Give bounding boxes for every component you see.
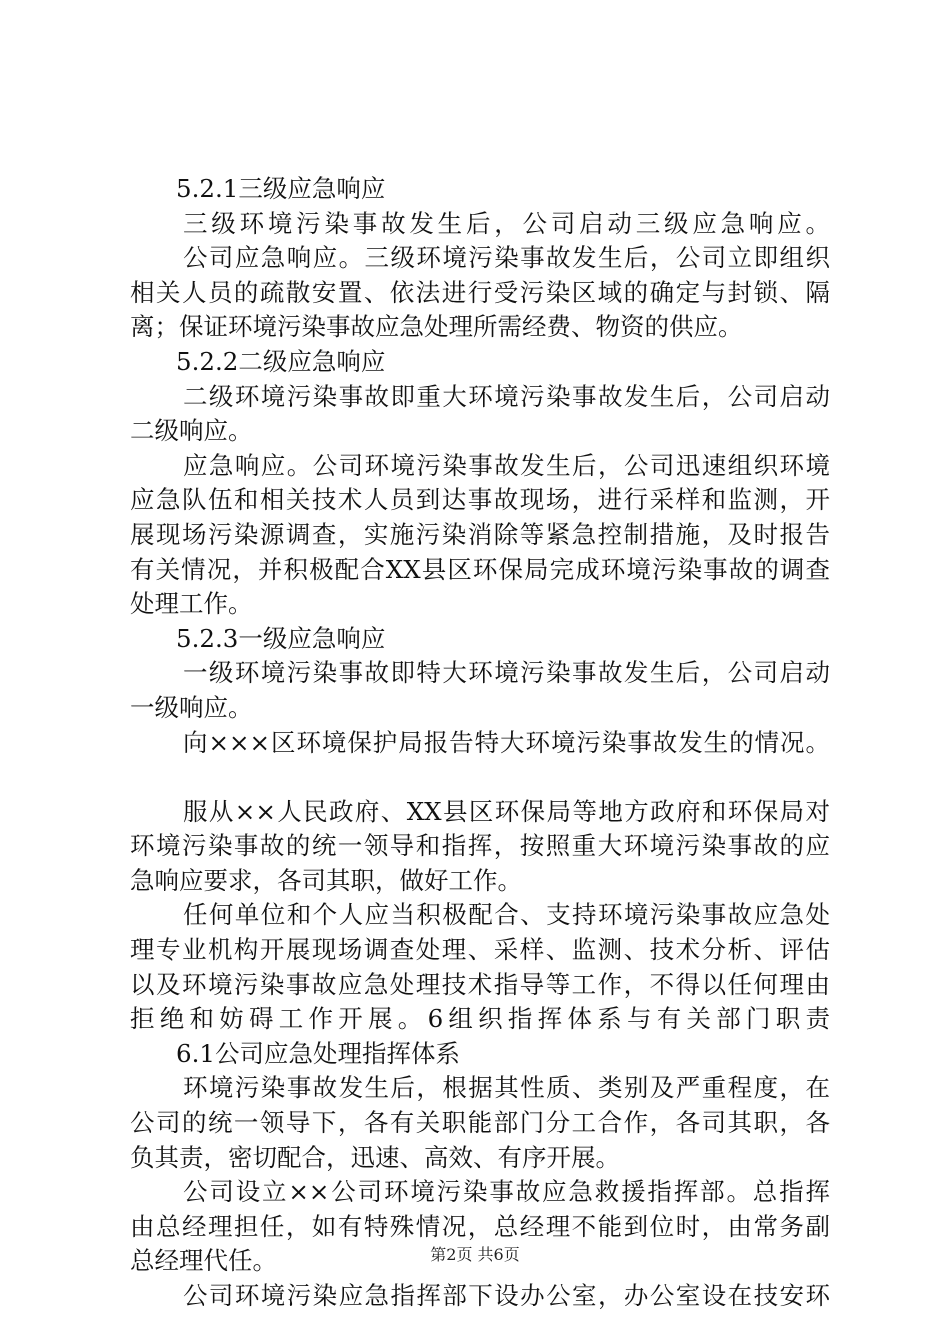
document-body (130, 172, 830, 1314)
text-line: 急响应要求，各司其职，做好工作。 (130, 865, 522, 895)
text-line: 二级环境污染事故即重大环境污染事故发生后，公司启动 (183, 381, 830, 411)
text-line: 理专业机构开展现场调查处理、采样、监测、技术分析、评估 (130, 935, 830, 965)
section-heading: 5.2.1三级应急响应 (176, 174, 386, 203)
text-line: 任何单位和个人应当积极配合、支持环境污染事故应急处 (183, 900, 830, 930)
text-line: 公司环境污染应急指挥部下设办公室，办公室设在技安环 (183, 1281, 830, 1310)
section-heading: 6.1公司应急处理指挥体系 (176, 1038, 460, 1068)
text-line: 三级环境污染事故发生后，公司启动三级应急响应。 (183, 208, 830, 238)
section-heading: 5.2.2二级应急响应 (176, 346, 386, 376)
text-line: 以及环境污染事故应急处理技术指导等工作，不得以任何理由 (130, 969, 830, 999)
text-line: 公司应急响应。三级环境污染事故发生后，公司立即组织 (183, 243, 830, 273)
section-heading: 5.2.3一级应急响应 (176, 623, 386, 653)
text-line: 一级环境污染事故即特大环境污染事故发生后，公司启动 (183, 658, 830, 688)
text-line (130, 760, 830, 795)
text-line: 负其责，密切配合，迅速、高效、有序开展。 (130, 1142, 620, 1172)
page-footer: 第2页 共6页 (430, 1245, 520, 1264)
text-line: 环境污染事故的统一领导和指挥，按照重大环境污染事故的应 (130, 831, 830, 861)
text-line: 向×××区环境保护局报告特大环境污染事故发生的情况。 (183, 727, 830, 757)
text-line: 拒绝和妨碍工作开展。6组织指挥体系与有关部门职责 (130, 1004, 830, 1034)
text-line: 展现场污染源调查，实施污染消除等紧急控制措施，及时报告 (130, 519, 830, 549)
text-line: 环境污染事故发生后，根据其性质、类别及严重程度，在 (183, 1073, 830, 1103)
text-line: 应急响应。公司环境污染事故发生后，公司迅速组织环境 (183, 450, 830, 480)
text-line: 处理工作。 (130, 589, 253, 619)
text-line: 总经理代任。 (130, 1246, 277, 1276)
text-line: 由总经理担任，如有特殊情况，总经理不能到位时，由常务副 (130, 1211, 830, 1241)
text-line: 公司的统一领导下，各有关职能部门分工合作，各司其职，各 (130, 1108, 830, 1138)
text-line: 应急队伍和相关技术人员到达事故现场，进行采样和监测，开 (130, 485, 830, 515)
text-line: 公司设立××公司环境污染事故应急救援指挥部。总指挥 (183, 1177, 830, 1207)
text-line: 二级响应。 (130, 416, 253, 446)
text-line: 服从××人民政府、XX县区环保局等地方政府和环保局对 (183, 796, 830, 826)
text-line: 一级响应。 (130, 692, 253, 722)
text-line: 有关情况，并积极配合XX县区环保局完成环境污染事故的调查 (130, 554, 830, 584)
text-line: 离；保证环境污染事故应急处理所需经费、物资的供应。 (130, 312, 743, 342)
text-line: 相关人员的疏散安置、依法进行受污染区域的确定与封锁、隔 (130, 277, 830, 307)
